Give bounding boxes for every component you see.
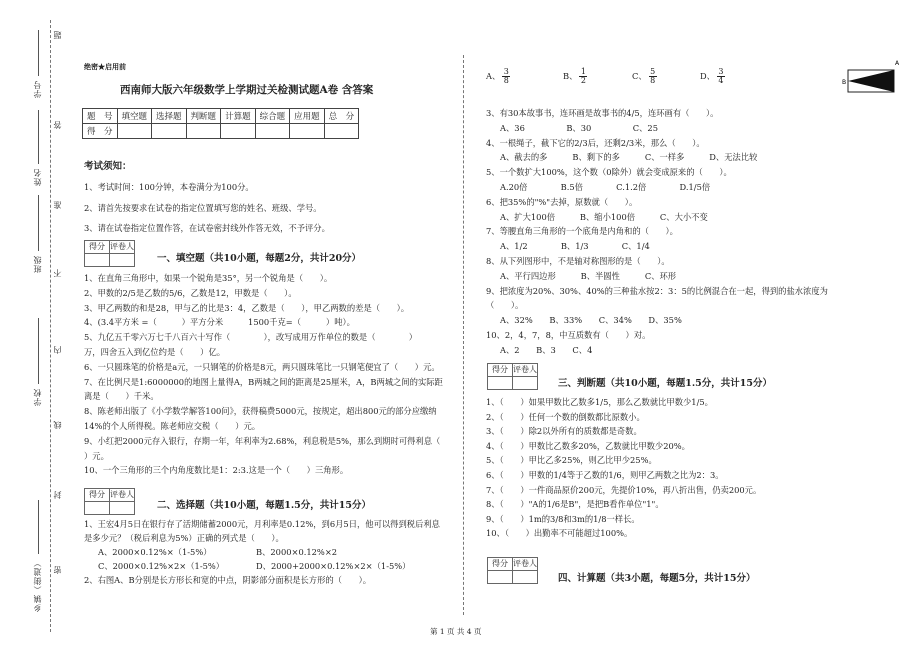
question-line: 8、从下列图形中，不是轴对称图形的是（ ）。: [486, 256, 670, 266]
question-line: 10、（ ）出勤率不可能超过100%。: [486, 528, 633, 539]
grader-name-label: 评卷人: [513, 365, 537, 374]
grader-name-cell[interactable]: [513, 376, 537, 389]
question-line: A、扩大100倍 B、缩小100倍 C、大小不变: [500, 211, 708, 222]
confidential-badge: 绝密★启用前: [84, 62, 126, 71]
grader-score-label: 得分: [85, 241, 110, 253]
notice-heading: 考试须知：: [84, 161, 132, 172]
grader-name-label: 评卷人: [513, 559, 537, 568]
denominator: 2: [580, 76, 586, 85]
question-line: 2、右图A、B分别是长方形长和宽的中点，阴影部分面积是长方形的（ ）。: [84, 575, 372, 585]
page-title: 西南师大版六年级数学上学期过关检测试题A卷 含答案: [120, 84, 374, 96]
question-line: 5、九亿五千零六万七千八百六十写作（ ），改写成用万作单位的数是（ ）: [84, 332, 418, 343]
question-line: 10、2，4，7，8，中互质数有（ ）对。: [486, 330, 651, 340]
question-line: A、平行四边形 B、半圆性 C、环形: [500, 270, 677, 281]
binding-field-township: [38, 500, 39, 554]
question-line: 1、王宏4月5日在银行存了活期储蓄2000元，月利率是0.12%，到6月5日，他可以得到税后利息: [84, 519, 440, 529]
grader-score-label: 得分: [488, 558, 513, 570]
denominator: 8: [650, 76, 656, 85]
grader-score-cell[interactable]: [85, 501, 110, 514]
option: B、2000×0.12%×2: [256, 547, 338, 557]
binding-label-school: 学校: [33, 388, 42, 406]
grader-box: [487, 557, 538, 584]
question-line: 4、(3.4平方米 =（ ）平方分米 1500千克=（ ）吨）。: [84, 317, 355, 328]
option-label: B、: [563, 71, 578, 81]
question-line: 8、陈老师出版了《小学数学解答100问》，获得稿费5000元，按规定，超出800元的部分应缴纳: [84, 406, 437, 417]
question-line: 4、一根绳子，截下它的2/3后，还剩2/3米，那么（ ）。: [486, 137, 705, 148]
score-header: 填空题: [117, 109, 152, 124]
section1-heading: 一、填空题（共10小题，每题2分，共计20分）: [157, 253, 362, 264]
numerator: 3: [503, 67, 509, 76]
binding-label-class: 班级: [33, 255, 42, 273]
grader-name-label: 评卷人: [110, 242, 134, 251]
binding-line: [50, 20, 51, 632]
question-line: 8、（ ）"A的1/6是B"，是把B看作单位"1"。: [486, 499, 664, 510]
column-divider: [463, 55, 464, 615]
question-line: 1、（ ）如果甲数比乙数多1/5，那么乙数就比甲数少1/5。: [486, 397, 713, 407]
question-line: 9、小红把2000元存入银行，存期一年，年利率为2.68%，利息税是5%，那么到期时可得利息（: [84, 435, 457, 446]
grader-score-cell[interactable]: [488, 376, 513, 389]
option: D、2000+2000×0.12%×2×（1-5%）: [256, 561, 411, 571]
point-label-a: A: [895, 60, 900, 67]
section4-heading: 四、计算题（共3小题，每题5分，共计15分）: [558, 573, 756, 584]
grader-score-cell[interactable]: [488, 570, 513, 583]
seal-char: 内: [53, 345, 62, 354]
grader-score-label: 得分: [85, 489, 110, 501]
question-line: 3、甲乙两数的和是28，甲与乙的比是3：4，乙数是（ ），甲乙两数的差是（ ）。: [84, 302, 410, 313]
question-line: 6、一只圆珠笔的价格是a元，一只钢笔的价格是8元，两只圆珠笔比一只钢笔便宜了（ ）元。: [84, 361, 440, 372]
denominator: 8: [503, 76, 509, 85]
score-cell[interactable]: [152, 124, 187, 139]
binding-label-name: 姓名: [33, 168, 42, 186]
question-line: 7、在比例尺是1:6000000的地图上量得A，B两城之间的距离是25厘米，A，B两城之间的实际距: [84, 376, 443, 387]
grader-name-label: 评卷人: [110, 490, 134, 499]
section3-heading: 三、判断题（共10小题，每题1.5分，共计15分）: [558, 378, 772, 389]
option-label: A、: [486, 71, 501, 81]
question-line: （ ）。: [486, 300, 524, 311]
seal-char: 答: [53, 120, 62, 129]
question-line: 5、（ ）甲比乙多25%，则乙比甲少25%。: [486, 455, 657, 466]
question-line: A、截去的多 B、剩下的多 C、一样多 D、无法比较: [500, 152, 758, 163]
rectangle-figure: [842, 56, 902, 100]
score-header: 判断题: [186, 109, 221, 124]
question-line: 10、一个三角形的三个内角度数比是1：2:3.这是一个（ ）三角形。: [84, 465, 349, 476]
section2-heading: 二、选择题（共10小题，每题1.5分，共计15分）: [157, 500, 371, 511]
grader-box: [84, 240, 135, 267]
seal-char: 密: [53, 565, 62, 574]
binding-label-student-id: 学号: [33, 80, 42, 98]
question-line: 2、甲数的2/5是乙数的5/6，乙数是12，甲数是（ ）。: [84, 287, 297, 298]
question-line: 14%的个人所得税。陈老师应交税（ ）元。: [84, 421, 261, 431]
question-line: 9、（ ）1m的3/8和3m的1/8一样长。: [486, 513, 640, 524]
question-line: 万，四舍五入到亿位约是（ ）亿。: [84, 347, 226, 357]
notice-item: 3、请在试卷指定位置作答，在试卷密封线外作答无效，不予评分。: [84, 223, 330, 233]
score-table: [82, 108, 359, 139]
score-cell[interactable]: [221, 124, 256, 139]
binding-field-student-id: [38, 30, 39, 76]
score-cell[interactable]: [255, 124, 290, 139]
score-row-label: 得 分: [83, 124, 118, 139]
score-cell[interactable]: [324, 124, 359, 139]
option: A、2000×0.12%×（1-5%）: [98, 547, 212, 557]
grader-score-label: 得分: [488, 364, 513, 376]
grader-box: [84, 488, 135, 515]
point-label-b: B: [842, 79, 847, 86]
score-header: 计算题: [221, 109, 256, 124]
notice-item: 2、请首先按要求在试卷的指定位置填写您的姓名、班级、学号。: [84, 203, 322, 213]
question-line: 是多少元？（税后利息为5%）正确的列式是（ ）。: [84, 533, 284, 543]
score-header: 题 号: [83, 109, 118, 124]
question-line: A.20倍 B.5倍 C.1.2倍 D.1/5倍: [500, 182, 711, 192]
seal-char: 线: [53, 420, 62, 429]
notice-item: 1、考试时间：100分钟，本卷满分为100分。: [84, 182, 254, 192]
binding-field-class: [38, 195, 39, 251]
numerator: 5: [650, 67, 656, 76]
score-cell[interactable]: [117, 124, 152, 139]
question-line: 9、把浓度为20%、30%、40%的三种盐水按2：3：5的比例混合在一起，得到的盐水浓度为: [486, 285, 828, 296]
fraction-option[interactable]: [486, 68, 510, 85]
option: C、2000×0.12%×2×（1-5%）: [98, 561, 225, 571]
score-cell[interactable]: [186, 124, 221, 139]
question-line: 1、在直角三角形中，如果一个锐角是35°，另一个锐角是（ ）。: [84, 273, 333, 283]
option-label: C、: [632, 71, 647, 81]
question-line: 7、（ ）一件商品原价200元，先提价10%，再八折出售，仍卖200元。: [486, 484, 762, 495]
question-line: 4、（ ）甲数比乙数多20%，乙数就比甲数少20%。: [486, 440, 690, 451]
seal-char: 不: [53, 268, 62, 277]
grader-name-cell[interactable]: [110, 253, 134, 266]
score-header: 应用题: [290, 109, 325, 124]
question-line: A、32% B、33% C、34% D、35%: [500, 315, 682, 326]
question-line: 7、等腰直角三角形的一个底角是内角和的（ ）。: [486, 226, 678, 237]
binding-field-school: [38, 318, 39, 384]
question-line: A、36 B、30 C、25: [500, 122, 658, 133]
question-line: 6、把35%的"%"去掉，原数就（ ）。: [486, 196, 638, 207]
grader-score-cell[interactable]: [85, 253, 110, 266]
question-line: 3、有30本故事书，连环画是故事书的4/5，连环画有（ ）。: [486, 108, 719, 118]
binding-field-name: [38, 110, 39, 164]
grader-name-cell[interactable]: [513, 570, 537, 583]
seal-char: 准: [53, 200, 62, 209]
denominator: 4: [718, 76, 724, 85]
binding-label-township: 乡镇（街道）: [33, 558, 42, 612]
option-label: D、: [700, 71, 715, 81]
seal-char: 封: [53, 490, 62, 499]
question-line: A、2 B、3 C、4: [500, 344, 593, 355]
grader-name-cell[interactable]: [110, 501, 134, 514]
question-line: 5、一个数扩大100%，这个数（0除外）就会变成原来的（ ）。: [486, 167, 732, 178]
question-line: 6、（ ）甲数的1/4等于乙数的1/6，则甲乙两数之比为2：3。: [486, 470, 724, 480]
page-footer: 第 1 页 共 4 页: [430, 627, 482, 636]
seal-char: 题: [53, 30, 62, 39]
numerator: 3: [718, 67, 724, 76]
question-line: A、1/2 B、1/3 C、1/4: [500, 241, 650, 252]
grader-box: [487, 363, 538, 390]
question-line: 2、（ ）任何一个数的倒数都比原数小。: [486, 411, 645, 422]
fraction-option[interactable]: [632, 68, 657, 85]
score-cell[interactable]: [290, 124, 325, 139]
question-line: 3、（ ）除2以外所有的质数都是奇数。: [486, 426, 642, 437]
score-header: 选择题: [152, 109, 187, 124]
question-line: ）元。: [84, 450, 109, 461]
score-header: 总 分: [324, 109, 359, 124]
numerator: 1: [580, 67, 586, 76]
score-header: 综合题: [255, 109, 290, 124]
question-line: 离是（ ）千米。: [84, 391, 159, 402]
fraction-option[interactable]: [563, 68, 587, 85]
fraction-option[interactable]: [700, 68, 725, 85]
